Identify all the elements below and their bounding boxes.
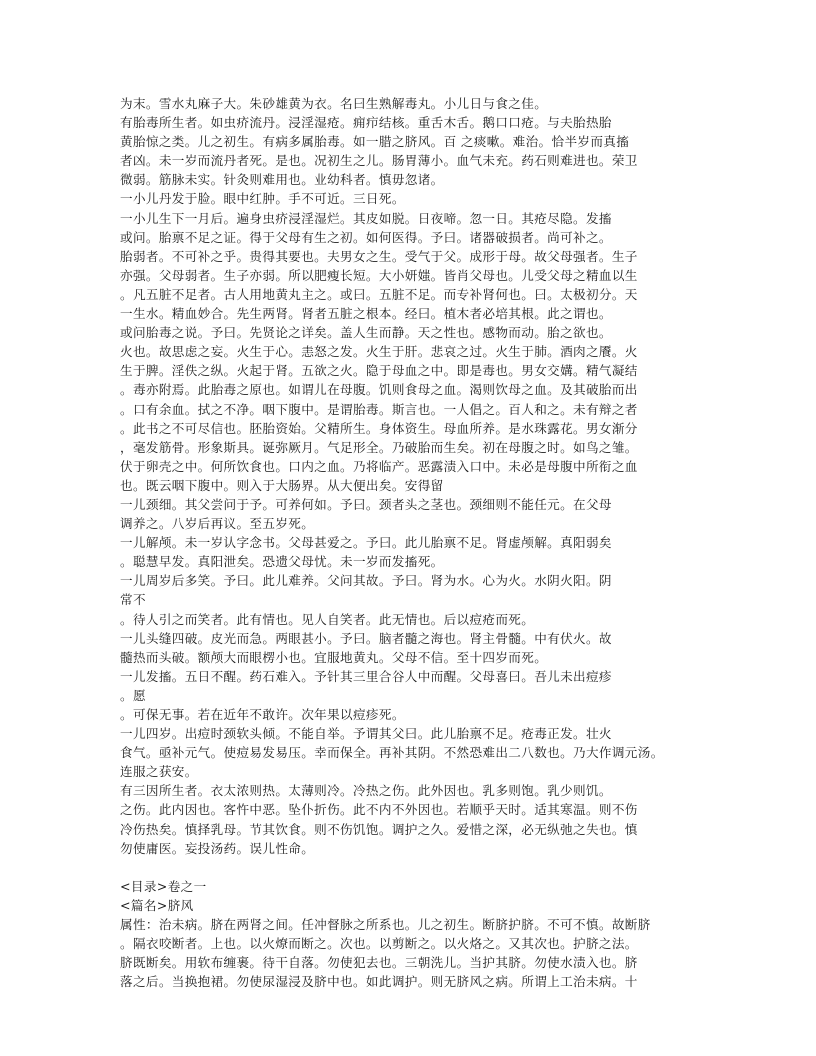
main-text-line: 或问胎毒之说。予曰。先贤论之详矣。盖人生而静。天之性也。感物而动。胎之欲也。 [120,325,612,341]
main-text-line: 连服之获安。 [120,764,198,780]
chapter-text-line: 脐既断矣。用软布缠裹。待干自落。勿使犯去也。三朝洗儿。当护其脐。勿使水渍入也。脐 [120,955,638,971]
main-text-line: 或问。胎禀不足之证。得于父母有生之初。如何医得。予曰。诸器破损者。尚可补之。 [120,229,612,245]
main-text-line: 。聪慧早发。真阳泄矣。恐遗父母忧。未一岁而发搐死。 [120,554,444,570]
main-text-line: 。待人引之而笑者。此有情也。见人自笑者。此无情也。后以痘疮而死。 [120,611,535,627]
main-text-line: 有胎毒所生者。如虫疥流丹。浸淫湿疮。痈疖结核。重舌木舌。鹅口口疮。与夫胎热胎 [120,115,612,131]
main-text-line: 常不 [120,592,146,608]
main-text-line: 。口有余血。拭之不净。咽下腹中。是谓胎毒。斯言也。一人倡之。百人和之。未有辩之者 [120,401,638,417]
main-text-line: 调养之。八岁后再议。至五岁死。 [120,516,315,532]
main-text-line: 。愿 [120,687,146,703]
chapter-text-line: 。隔衣咬断者。上也。以火燎而断之。次也。以剪断之。以火烙之。又其次也。护脐之法。 [120,936,638,952]
main-text-line: 胎弱者。不可补之乎。贵得其要也。夫男女之生。受气于父。成形于母。故父母强者。生子 [120,248,638,264]
main-text-line: 之伤。此内因也。客忤中恶。坠仆折伤。此不内不外因也。若顺乎天时。适其寒温。则不伤 [120,802,638,818]
main-text-line: 伏于卵壳之中。何所饮食也。口内之血。乃将临产。恶露渍入口中。未必是母腹中所衔之血 [120,458,638,474]
main-text-line: 一儿四岁。出痘时颈软头倾。不能自举。予谓其父曰。此儿胎禀不足。疮毒正发。壮火 [120,726,612,742]
main-text-line: 。可保无事。若在近年不敢许。次年果以痘疹死。 [120,707,405,722]
chapter-text-line: 属性：治未病。脐在两肾之间。任冲督脉之所系也。儿之初生。断脐护脐。不可不慎。故断脐 [120,917,651,933]
main-text-line: 也。既云咽下腹中。则入于大肠界。从大便出矣。安得留 [120,477,444,493]
main-text-line: 一儿周岁后多笑。予曰。此儿难养。父问其故。予曰。肾为水。心为火。水阴火阳。阴 [120,573,612,589]
main-text-line: ，毫发筋骨。形象斯具。诞弥厥月。气足形全。乃破胎而生矣。初在母腹之时。如鸟之雏。 [120,439,638,455]
main-text-line: 一儿发搐。五日不醒。药石难入。予针其三里合谷人中而醒。父母喜曰。吾儿未出痘疹 [120,668,612,684]
main-text-line: 亦强。父母弱者。生子亦弱。所以肥瘦长短。大小妍媸。皆肖父母也。儿受父母之精血以生 [120,267,638,283]
main-text-line: 者凶。未一岁而流丹者死。是也。况初生之儿。肠胃薄小。血气未充。药石则难进也。荣卫 [120,153,638,169]
main-text-line: 一儿颈细。其父尝问于予。可养何如。予曰。颈者头之茎也。颈细则不能任元。在父母 [120,496,612,512]
main-text-line: 。毒亦附焉。此胎毒之原也。如谓儿在母腹。饥则食母之血。渴则饮母之血。及其破胎而出 [120,382,638,398]
main-text-line: 有三因所生者。衣太浓则热。太薄则冷。冷热之伤。此外因也。乳多则饱。乳少则饥。 [120,783,612,799]
main-text-line: 为末。雪水丸麻子大。朱砂雄黄为衣。名曰生熟解毒丸。小儿日与食之佳。 [120,96,548,111]
main-text-line: 。此书之不可尽信也。胚胎资始。父精所生。身体资生。母血所养。是水珠露花。男女渐分 [120,420,638,436]
main-text-line: 髓热而头破。额颅大而眼楞小也。宜服地黄丸。父母不信。至十四岁而死。 [120,649,548,665]
main-text-line: 火也。故思虑之妄。火生于心。恚怒之发。火生于肝。悲哀之过。火生于肺。酒肉之餍。火 [120,344,638,360]
main-text-line: 。凡五脏不足者。古人用地黄丸主之。或曰。五脏不足。而专补肾何也。曰。太极初分。天 [120,286,638,302]
main-text-line: 一生水。精血妙合。先生两肾。肾者五脏之根本。经曰。植木者必培其根。此之谓也。 [120,306,612,322]
main-text-line: 食气。亟补元气。使痘易发易压。幸而保全。再补其阴。不然恐难出二八数也。乃大作调元汤。 [120,745,664,761]
document-page [120,94,810,991]
text-section-main [120,94,810,858]
main-text-line: 一儿解颅。未一岁认字念书。父母甚爱之。予曰。此儿胎禀不足。肾虚颅解。真阳弱矣 [120,535,612,551]
section-spacer [120,858,810,877]
text-section-chapter [120,877,810,992]
main-text-line: 勿使庸医。妄投汤药。误儿性命。 [120,840,315,856]
main-text-line: 生于脾。淫佚之纵。火起于肾。五欲之火。隐于母血之中。即是毒也。男女交媾。精气凝结 [120,363,638,379]
main-text-line: 冷伤热矣。慎择乳母。节其饮食。则不伤饥饱。调护之久。爱惜之深，必无纵弛之失也。慎 [120,821,638,837]
main-text-line: 黄胎惊之类。儿之初生。有病多属胎毒。如一腊之脐风。百 之痰嗽。难治。恰半岁而真搐 [120,134,630,150]
main-text-line: 一小儿生下一月后。遍身虫疥浸淫湿烂。其皮如脱。日夜啼。忽一日。其疮尽隐。发搐 [120,210,612,226]
chapter-text-line: <目录>卷之一 [120,878,207,894]
chapter-text-line: 落之后。当换抱裙。勿使尿湿浸及脐中也。如此调护。则无脐风之病。所谓上工治未病。十 [120,974,638,990]
main-text-line: 微弱。筋脉未实。针灸则难用也。业幼科者。慎毋忽诸。 [120,172,444,188]
main-text-line: 一儿头缝四破。皮光而急。两眼甚小。予曰。脑者髓之海也。肾主骨髓。中有伏火。故 [120,630,612,646]
main-text-line: 一小儿丹发于脸。眼中红肿。手不可近。三日死。 [120,191,405,207]
chapter-text-line: <篇名>脐风 [120,897,194,913]
